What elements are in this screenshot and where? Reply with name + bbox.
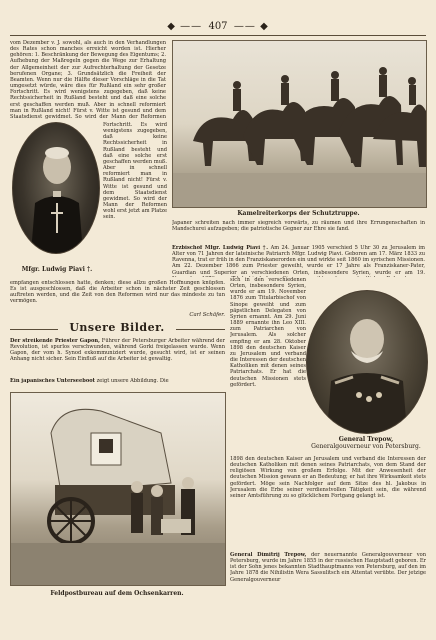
- article-piavi-end: [230, 456, 426, 550]
- photo-field-post: [10, 392, 226, 586]
- piavi-paragraph: [172, 245, 425, 277]
- submarine-paragraph: [10, 378, 225, 384]
- trepow-heading: General Dimitrij Trepow,: [230, 552, 307, 558]
- article-signature: Carl Schäfer.: [189, 312, 225, 318]
- submarine-text: zeigt unsere Abbildung. Die: [96, 378, 169, 384]
- submarine-heading: Ein japanisches Unterseeboot: [10, 378, 95, 384]
- camel-corps-caption: Kamelreiterkorps der Schutztruppe.: [237, 210, 360, 217]
- trepow-paragraph: [230, 552, 426, 583]
- page-number: 407: [208, 21, 228, 32]
- portrait-piavi-caption: Mfgr. Ludwig Piavi †.: [21, 266, 93, 273]
- section-heading-unsere-bilder: Unsere Bilder.: [69, 321, 165, 334]
- article-trepow: [230, 552, 426, 598]
- header-rule: [10, 35, 426, 36]
- portrait-piavi: [12, 122, 100, 254]
- article-end-paragraph: empfangen entschlossen hatte, denken; diese allzu großen Hoffnungen knüpfen. Es ist ausgeschlossen, daß die Arbeiter schon in nächster Zeit geschlossen auftreten werden, und die Zeit von den Reformen wird nur das mindeste zu tun vermögen.: [10, 280, 225, 305]
- article-text-beside-portrait: [103, 122, 167, 252]
- piavi-end-paragraph: 1898 den deutschen Kaiser an Jerusalem und verband die Interessen der deutschen Katholiken mit denen seines Patriarchats, von dem Stand der religiösen Wirkung von großem Erfolge. Mit der Anwesenheit der deutschen Mission gewann er an Bedeutung; er hat ihre Wirksamkeit stets gefördert. Möge sein Nachfolger auf dem Sitze des hl. Jakobus in Jerusalem die Erbe seiner verdienstvollen Tätigkeit sein, die während seiner Amtsführung zu so glücklichem Fortgang gelangt ist.: [230, 456, 426, 499]
- piavi-continued-paragraph: sich in den verschiedenen Orten, insbesondere Syrien, wurde er am 19. November 1876 zum Titularbischof von Sinope geweiht und zum päpstlichen Delegaten von Syrien ernannt. Am 29. Juni 1889 ernannte ihn Leo XIII. zum Patriarchen von Jerusalem. Als solcher empfing er am 28. Oktober 1898 den deutschen Kaiser zu Jerusalem und verband die Interessen der deutschen Katholiken mit denen seines Patriarchats. Er hat die deutschen Missionen stets gefördert.: [230, 277, 306, 388]
- article-text-below-camel: [172, 220, 425, 244]
- portrait-trepow-caption: [306, 436, 426, 450]
- piavi-heading: Erzbischof Mfgr. Ludwig Piavi †.: [172, 245, 269, 251]
- article-text-top-left: [10, 40, 166, 120]
- article-paragraph: vom Dezember v. J. sowohl, als auch in den Verhandlungen des Rates schon manches erreicht worden ist. Hierher gehören: 1. Beschränkung der Bewegung des Eigentums; 2. Aufhebung der Maßregeln gegen die Wege zur Erhaltung der Allgemeinheit der zur Aufrechterhaltung der Gesetze berufenen Organe; 3. Grundsätzlich die Freiheit der Beamten. Wenn nur die Hälfte dieser Vorschläge in die Tat umgesetzt würde, wäre dies für Rußland ein sehr großer Fortschritt. Es wird wenigstens zugegeben, daß keine Rechtssicherheit in Rußland besteht und daß eine solche erst geschaffen werden muß. Aber in schnell reformiert man in Rußland nicht! Fürst v. Witte ist gesund und dem Staatsdienst gewidmet. So wird der Mann der Reformen: [10, 40, 166, 120]
- article-piavi-intro: [172, 245, 425, 277]
- photo-camel-corps: [172, 40, 427, 208]
- gapon-text: Führer der Petersburger Arbeiter während der Revolution, ist spurlos verschwunden, während Gorki freigelassen wurde. Wenn Gapon, der vom h. Synod exkommuniziert wurde, gesucht wird, ist er seinen Anhang nicht sicher. Sein Einfluß auf die Arbeiter ist gewaltig.: [10, 338, 225, 363]
- field-post-scene: [11, 393, 225, 585]
- article-piavi-continued: [230, 277, 306, 459]
- header-ornament-left: ◆ ——: [167, 21, 203, 32]
- page-header: [0, 20, 436, 34]
- field-post-caption: Feldpostbureau auf dem Ochsenkarren.: [50, 590, 184, 597]
- trepow-caption-sub: Generalgouverneur von Petersburg.: [311, 443, 421, 450]
- heading-rule-right: [176, 329, 225, 330]
- portrait-trepow-figure: [307, 291, 427, 433]
- piavi-text: Am 24. Januar 1905 verschied 5 Uhr 30 zu Jerusalem im Alter von 71 Jahren der lateinische Patriarch Mfgr. Ludwig Piavi. Geboren am 17. März 1833 zu Ravenna, trat er früh in den Franziskanerorden ein und wirkte seit 1860 im syrischen Missionen. Am 22. Dezember 1866 zum Priester geweiht, wurde er 17 Jahre als Franziskaner-Pater, Guardian und Superior an verschiedenen Orten, insbesondere Syrien, wurde er am 19.: [172, 245, 425, 276]
- portrait-piavi-figure: [13, 123, 99, 253]
- article-text-end: [10, 280, 225, 310]
- gapon-heading: Der streikende Priester Gapon,: [10, 338, 100, 344]
- trepow-caption-title: General Trepow,: [338, 436, 394, 443]
- article-paragraph-continued: Fortschritt. Es wird wenigstens zugegeben, daß keine Rechtssicherheit in Rußland besteht und daß eine solche erst geschaffen werden muß. Aber in schnell reformiert man in Rußland nicht! Fürst v. Witte ist gesund und dem Staatsdienst gewidmet. So wird der Mann der Reformen wohl erst jetzt am Platze sein.: [103, 122, 167, 221]
- article-gapon: [10, 338, 225, 376]
- portrait-trepow: [306, 290, 428, 434]
- header-ornament-right: —— ◆: [233, 21, 269, 32]
- trepow-text: der neuernannte Generalgouverneur von Petersburg, wurde im Jahre 1855 in der russischen Hauptstadt geboren. Er ist der Sohn jenes bekannten Stadthauptmanns von Petersburg, auf den im Jahre 1878 die Nihilistin Wera Sassulitsch ein Attentat verübte. Der jetzige Generalgouverneur: [230, 552, 426, 583]
- camel-corps-scene: [173, 41, 426, 207]
- camel-paragraph: Japaner schreiten nach immer siegreich vorwärts, zu räumen und ihre Errungenschaften in Mandschurei aufzugeben; die patriotische Gegner zur Ehre sie fand.: [172, 220, 425, 233]
- gapon-paragraph: [10, 338, 225, 363]
- heading-rule-left: [10, 329, 58, 330]
- article-submarine: [10, 378, 225, 388]
